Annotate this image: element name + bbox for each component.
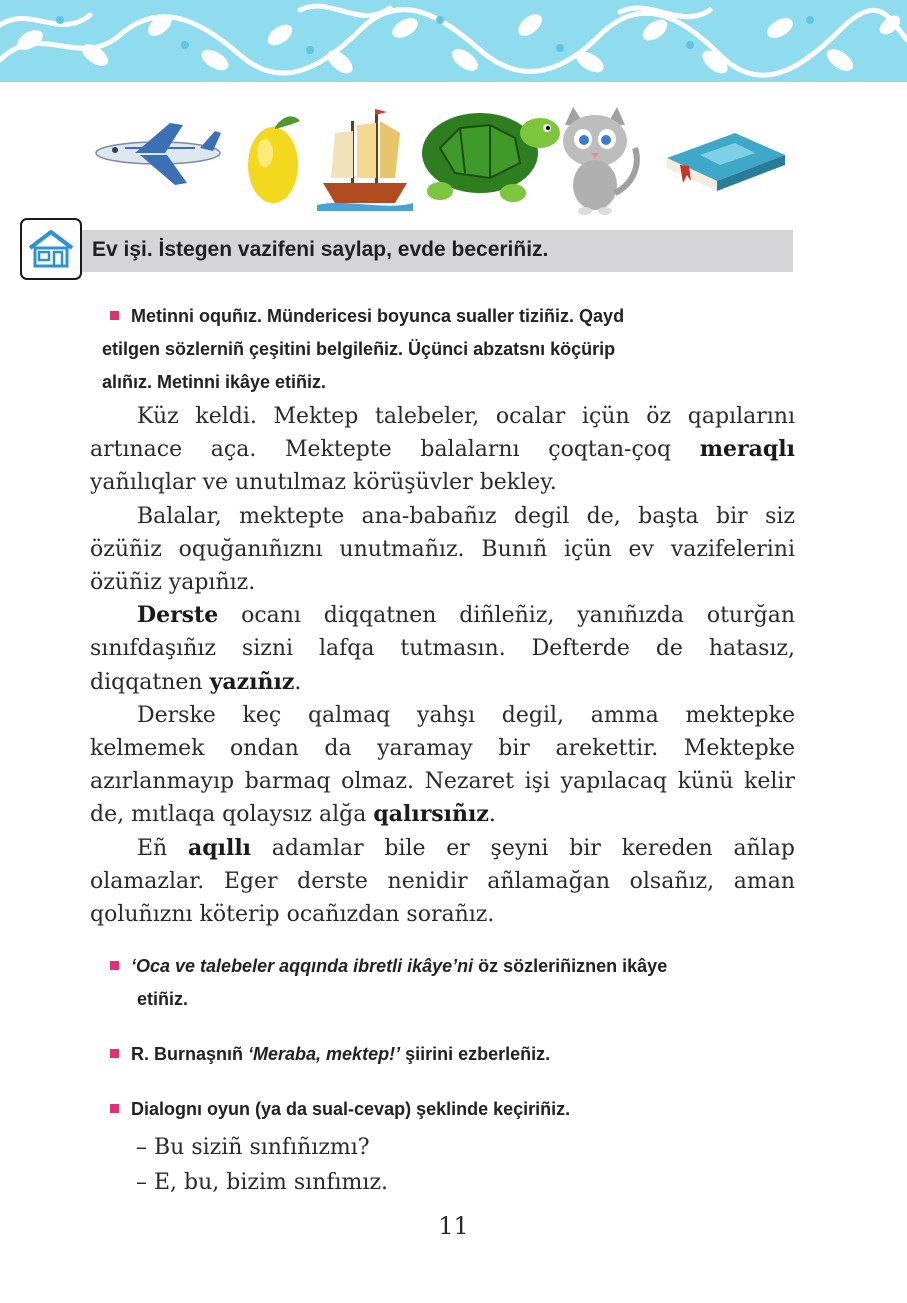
bullet-marker [110, 311, 119, 320]
book-icon [667, 133, 785, 191]
pictures-row [95, 103, 795, 218]
paragraph-5: Eñ aqıllı adamlar bile er şeyni bir kereden añlap olamazlar. Eger derste nenidir añlamağan olsañız, aman qoluñıznı köterip ocañızdan sorañız. [90, 834, 795, 928]
bullet-marker [110, 1049, 119, 1058]
paragraph-1: Küz keldi. Mektep talebeler, ocalar içün öz qapılarını artınace aça. Mektepte balalarnı çoqtan-çoq meraqlı yañılıqlar ve unutılmaz körüşüvler bekley. [90, 404, 795, 496]
floral-ornament-banner [0, 0, 907, 82]
task-retell-story: ‘Oca ve talebeler aqqında ibretli ikâye’ni öz sözleriñiznen ikâye etiñiz. [110, 950, 800, 1016]
paragraph-2: Balalar, mektepte ana-babañız degil de, başta bir siz özüñiz oquğanıñıznı unutmañız. Bunıñ içün ev vazifelerini özüñiz yapıñız. [90, 503, 795, 596]
sailing-ship-icon [317, 109, 413, 211]
story-text [90, 400, 795, 931]
kitten-icon [563, 107, 637, 215]
house-icon [20, 218, 82, 280]
paragraph-3: Derste ocanı diqqatnen diñleñiz, yanıñızda oturğan sınıfdaşıñız sizni lafqa tutmasın. Defterde de hatasız, diqqatnen yazıñız. [90, 602, 795, 695]
paragraph-4: Derske keç qalmaq yahşı degil, amma mektepke kelmemek ondan da yaramay bir arekettir. Mektepke azırlanmayıp barmaq olmaz. Nezaret işi yapılacaq künü kelir de, mıtlaqa qolaysız alğa qalırsıñız. [90, 702, 795, 828]
task-memorize-poem: R. Burnaşnıñ ‘Meraba, mektep!’ şiirini ezberleñiz. [110, 1038, 800, 1071]
homework-title: Ev işi. İstegen vazifeni saylap, evde beceriñiz. [92, 238, 549, 261]
task-reading-instructions: Metinni oquñız. Mündericesi boyunca sualler tiziñiz. Qayd etilgen sözlerniñ çeşitini belgileñiz. Üçünci abzatsnı köçürip alıñız. Metinni ikâye etiñiz. [102, 306, 625, 392]
bullet-marker [110, 961, 119, 970]
dialog-lines [136, 1130, 388, 1200]
airplane-icon [96, 123, 221, 185]
bullet-marker [110, 1104, 119, 1113]
turtle-icon [422, 113, 560, 202]
page-number: 11 [438, 1212, 469, 1240]
dialog-line: – E, bu, bizim sınfımız. [136, 1170, 389, 1195]
dialog-line: – Bu siziñ sınfıñızmı? [136, 1135, 370, 1160]
task-dialogue: Dialognı oyun (ya da sual-cevap) şeklinde keçiriñiz. [110, 1093, 800, 1126]
lemon-icon [248, 116, 300, 203]
